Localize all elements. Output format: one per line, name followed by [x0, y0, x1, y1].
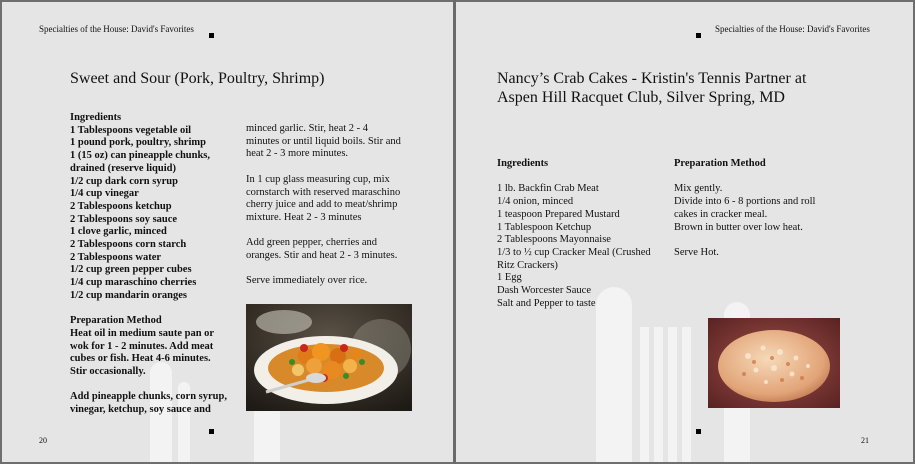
footer-marker	[696, 429, 701, 434]
prep-steps-col1	[70, 328, 240, 417]
prep-line: Serve immediately over rice.	[246, 275, 368, 287]
running-header: Specialties of the House: David's Favorites	[715, 24, 870, 34]
ingredient-item: 1/2 cup mandarin oranges	[70, 289, 187, 301]
ingredient-item: 1 (15 oz) can pineapple chunks,	[70, 150, 211, 162]
prep-line: vinegar, ketchup, soy sauce and	[70, 404, 211, 416]
fork-tine-decoration	[654, 327, 663, 462]
sweet-and-sour-photo	[246, 304, 412, 411]
ingredient-item: 2 Tablespoons corn starch	[70, 239, 187, 251]
header-marker	[696, 33, 701, 38]
fork-tine-decoration	[682, 327, 691, 462]
prep-line: Stir occasionally.	[70, 366, 146, 378]
fork-tine-decoration	[640, 327, 649, 462]
prep-heading: Preparation Method	[70, 315, 162, 327]
ingredient-item: 2 Tablespoons Mayonnaise	[497, 234, 611, 246]
ingredient-item: 1/3 to ½ cup Cracker Meal (Crushed	[497, 246, 651, 258]
prep-line: minced garlic. Stir, heat 2 - 4	[246, 123, 369, 134]
prep-heading: Preparation Method	[674, 158, 766, 169]
ingredients-heading: Ingredients	[70, 112, 122, 123]
prep-line: Brown in butter over low heat.	[674, 221, 803, 233]
prep-paragraph	[246, 275, 426, 288]
ingredient-item: 1 teaspoon Prepared Mustard	[497, 208, 620, 220]
page-number: 21	[861, 436, 869, 445]
fork-tine-decoration	[668, 327, 677, 462]
prep-line: oranges. Stir and heat 2 - 3 minutes.	[246, 250, 398, 261]
ingredient-item: 1 pound pork, poultry, shrimp	[70, 137, 206, 149]
ingredient-item: 1/2 cup green pepper cubes	[70, 264, 192, 276]
prep-line: cherry juice and add to meat/shrimp	[246, 199, 398, 211]
prep-line: Add pineapple chunks, corn syrup,	[70, 391, 227, 403]
ingredient-item: 2 Tablespoons water	[70, 251, 162, 263]
footer-marker	[209, 429, 214, 434]
left-page	[2, 2, 453, 462]
ingredient-item: Dash Worcester Sauce	[497, 285, 592, 297]
ingredients-column	[70, 112, 240, 430]
ingredient-item: 1/2 cup dark corn syrup	[70, 175, 178, 187]
prep-line: Add green pepper, cherries and	[246, 237, 378, 249]
prep-line: heat 2 - 3 more minutes.	[246, 148, 349, 160]
ingredient-item: Ritz Crackers)	[497, 259, 558, 271]
ingredient-item: Salt and Pepper to taste	[497, 297, 596, 309]
prep-steps-col2	[246, 123, 426, 301]
ingredient-item: 1/4 cup maraschino cherries	[70, 277, 197, 289]
ingredient-item: 1 clove garlic, minced	[70, 226, 167, 238]
ingredient-item: 1 Tablespoon Ketchup	[497, 221, 592, 233]
prep-line: cakes in cracker meal.	[674, 208, 768, 220]
ingredient-item: 2 Tablespoons ketchup	[70, 200, 172, 212]
right-page	[456, 2, 913, 462]
prep-paragraph	[246, 174, 426, 225]
prep-paragraph	[246, 123, 426, 161]
prep-line: cubes or fish. Heat 4-6 minutes.	[70, 353, 211, 365]
prep-paragraph	[70, 328, 240, 379]
prep-line: wok for 1 - 2 minutes. Add meat	[70, 340, 214, 352]
crab-cake-photo	[708, 318, 840, 408]
ingredients-list	[497, 183, 672, 310]
prep-paragraph	[674, 247, 864, 260]
ingredients-column	[497, 158, 672, 310]
prep-paragraph	[70, 391, 240, 416]
prep-line: Serve Hot.	[674, 246, 719, 258]
ingredients-list	[70, 125, 240, 303]
header-marker	[209, 33, 214, 38]
ingredient-item: 1 Egg	[497, 272, 522, 284]
prep-paragraph	[246, 237, 426, 262]
ingredient-item: 1 lb. Backfin Crab Meat	[497, 183, 599, 195]
running-header: Specialties of the House: David's Favorites	[39, 24, 194, 34]
ingredients-heading: Ingredients	[497, 158, 549, 169]
prep-line: cornstarch with reserved maraschino	[246, 186, 401, 198]
recipe-title: Sweet and Sour (Pork, Poultry, Shrimp)	[70, 70, 325, 87]
prep-column	[674, 158, 864, 272]
prep-line: Heat oil in medium saute pan or	[70, 327, 215, 339]
prep-paragraph	[674, 183, 864, 234]
recipe-title: Nancy’s Crab Cakes - Kristin's Tennis Partner at Aspen Hill Racquet Club, Silver Spring, MD	[497, 70, 807, 106]
ingredient-item: 1/4 cup vinegar	[70, 188, 139, 200]
ingredient-item: drained (reserve liquid)	[70, 162, 176, 174]
ingredient-item: 2 Tablespoons soy sauce	[70, 213, 178, 225]
prep-line: Divide into 6 - 8 portions and roll	[674, 196, 816, 208]
ingredient-item: 1/4 onion, minced	[497, 196, 574, 208]
page-number: 20	[39, 436, 47, 445]
prep-line: Mix gently.	[674, 183, 723, 195]
prep-line: minutes or until liquid boils. Stir and	[246, 135, 401, 147]
prep-line: mixture. Heat 2 - 3 minutes	[246, 211, 362, 223]
knife-decoration	[596, 287, 632, 462]
ingredient-item: 1 Tablespoons vegetable oil	[70, 124, 192, 136]
prep-line: In 1 cup glass measuring cup, mix	[246, 173, 390, 185]
